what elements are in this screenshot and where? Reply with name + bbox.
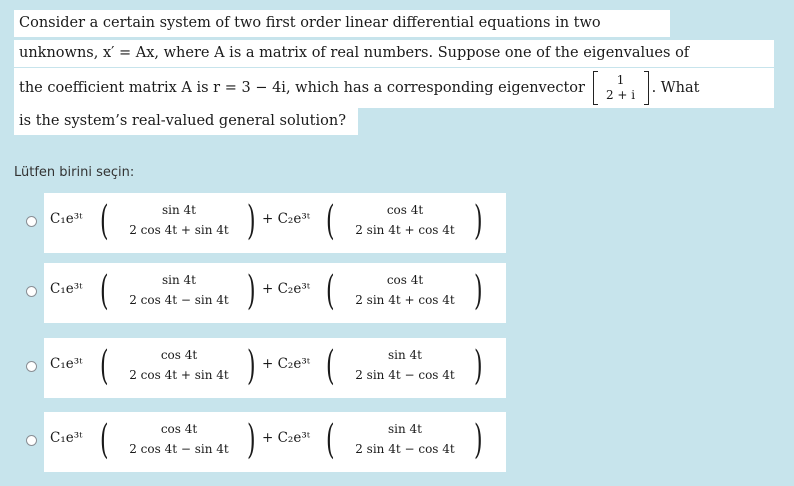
vector-1-top: sin 4t (162, 203, 196, 217)
vector-1-bottom: 2 cos 4t + sin 4t (129, 368, 229, 382)
eigenvector-right-bracket (644, 71, 649, 105)
right-paren: ) (474, 417, 483, 463)
eigenvector-top: 1 (616, 73, 625, 87)
vector-1-bottom: 2 cos 4t − sin 4t (129, 293, 229, 307)
c1-term: C₁e³ᵗ (50, 356, 83, 372)
c1-term: C₁e³ᵗ (50, 281, 83, 297)
left-paren: ( (326, 268, 335, 314)
vector-2 (340, 270, 470, 310)
vector-2 (340, 419, 470, 459)
vector-2-bottom: 2 sin 4t + cos 4t (355, 223, 455, 237)
question-text (14, 10, 774, 138)
vector-1-bottom: 2 cos 4t − sin 4t (129, 442, 229, 456)
vector-1-bottom: 2 cos 4t + sin 4t (129, 223, 229, 237)
c1-term: C₁e³ᵗ (50, 430, 83, 446)
vector-2-bottom: 2 sin 4t + cos 4t (355, 293, 455, 307)
question-line-2: unknowns, x′ = Ax, where A is a matrix of real numbers. Suppose one of the eigenvalues of (14, 40, 774, 67)
vector-1 (114, 345, 244, 385)
question-line-1: Consider a certain system of two first order linear differential equations in two (14, 10, 670, 37)
vector-2-bottom: 2 sin 4t − cos 4t (355, 368, 455, 382)
answer-formula-d (44, 412, 506, 472)
eigenvector-bottom: 2 + i (605, 88, 636, 102)
vector-1-top: cos 4t (160, 348, 198, 362)
vector-2-top: sin 4t (388, 348, 422, 362)
c1-term: C₁e³ᵗ (50, 211, 83, 227)
radio-button-d[interactable] (26, 435, 37, 446)
answer-option-c[interactable] (14, 338, 789, 402)
right-paren: ) (474, 268, 483, 314)
vector-2-top: sin 4t (388, 422, 422, 436)
answer-formula-b (44, 263, 506, 323)
c2-term: + C₂e³ᵗ (262, 211, 311, 227)
question-line-3 (14, 68, 774, 108)
left-paren: ( (100, 198, 109, 244)
vector-1 (114, 419, 244, 459)
c2-term: + C₂e³ᵗ (262, 430, 311, 446)
vector-2 (340, 200, 470, 240)
answer-formula-a (44, 193, 506, 253)
answer-formula-c (44, 338, 506, 398)
left-paren: ( (326, 417, 335, 463)
vector-1 (114, 270, 244, 310)
radio-button-a[interactable] (26, 216, 37, 227)
answer-option-d[interactable] (14, 412, 789, 476)
vector-2-top: cos 4t (386, 273, 424, 287)
vector-2-bottom: 2 sin 4t − cos 4t (355, 442, 455, 456)
vector-2-top: cos 4t (386, 203, 424, 217)
left-paren: ( (100, 268, 109, 314)
vector-2 (340, 345, 470, 385)
right-paren: ) (247, 343, 256, 389)
eigenvector (593, 71, 649, 105)
left-paren: ( (100, 343, 109, 389)
right-paren: ) (474, 198, 483, 244)
radio-button-b[interactable] (26, 286, 37, 297)
right-paren: ) (247, 417, 256, 463)
question-line-3-end: . What (651, 80, 700, 96)
c2-term: + C₂e³ᵗ (262, 356, 311, 372)
choose-one-prompt: Lütfen birini seçin: (14, 165, 135, 180)
vector-1-top: cos 4t (160, 422, 198, 436)
radio-button-c[interactable] (26, 361, 37, 372)
question-line-3-text: the coefficient matrix A is r = 3 − 4i, which has a corresponding eigenvector (19, 80, 585, 96)
c2-term: + C₂e³ᵗ (262, 281, 311, 297)
left-paren: ( (326, 198, 335, 244)
answer-option-b[interactable] (14, 263, 789, 327)
left-paren: ( (326, 343, 335, 389)
question-line-4: is the system’s real-valued general solution? (14, 108, 358, 135)
answer-option-a[interactable] (14, 193, 789, 257)
right-paren: ) (247, 268, 256, 314)
right-paren: ) (247, 198, 256, 244)
right-paren: ) (474, 343, 483, 389)
vector-1 (114, 200, 244, 240)
vector-1-top: sin 4t (162, 273, 196, 287)
left-paren: ( (100, 417, 109, 463)
